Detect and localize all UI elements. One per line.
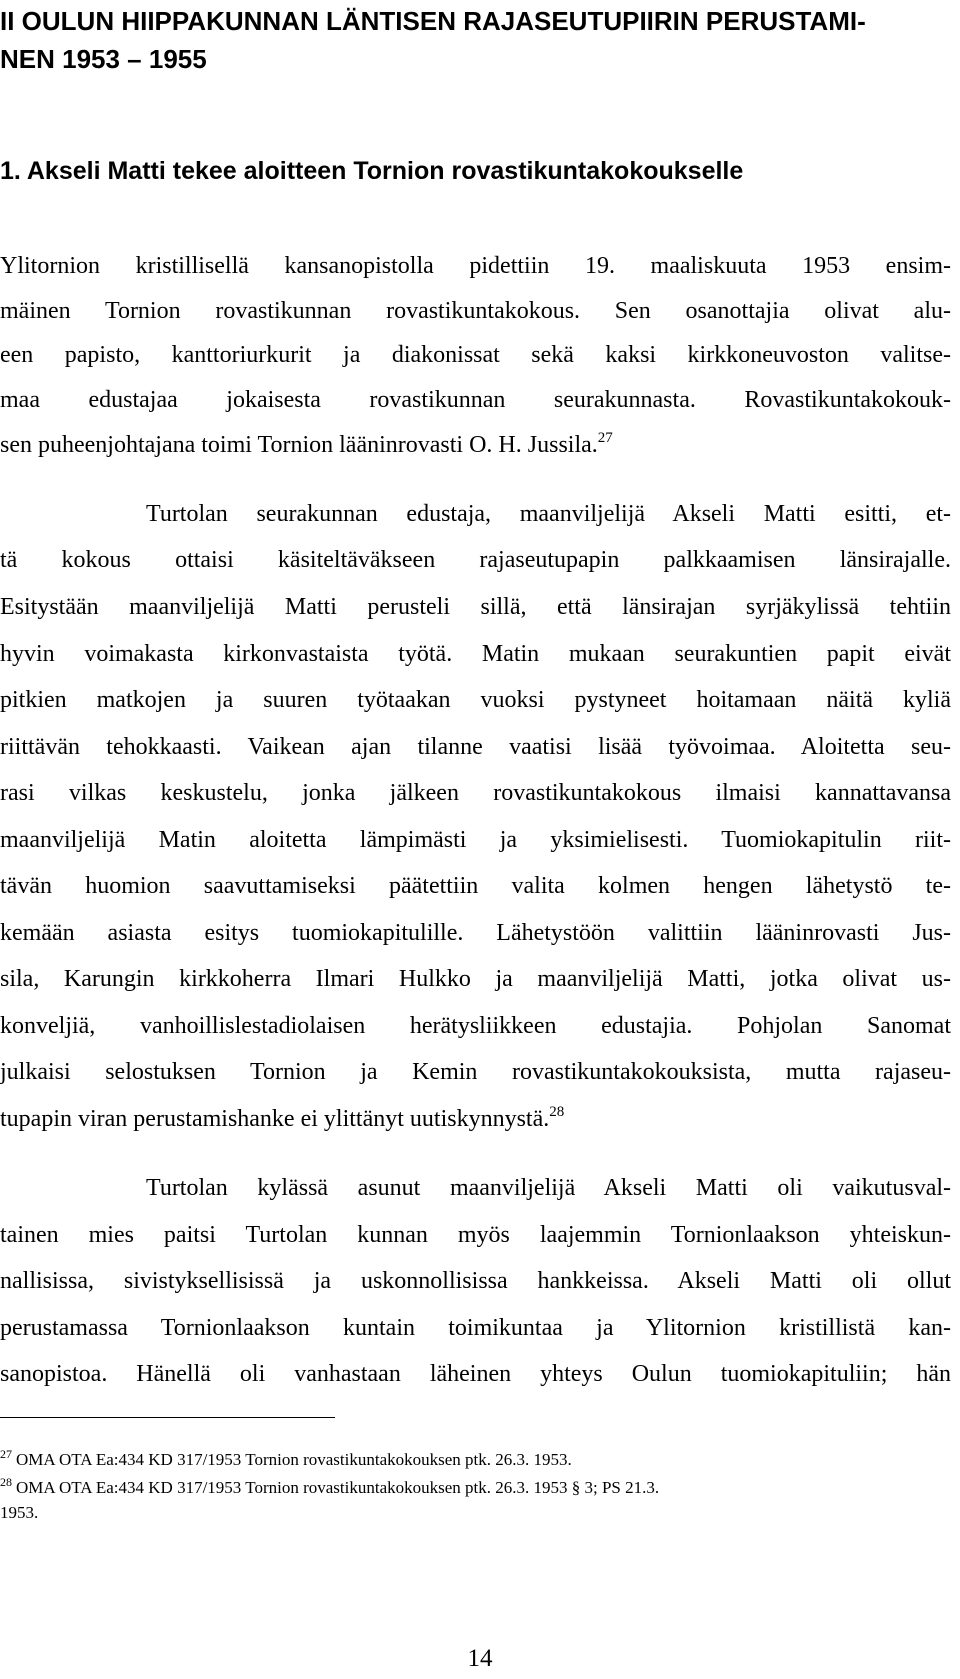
section-heading: 1. Akseli Matti tekee aloitteen Tornion rovastikuntakokoukselle <box>0 157 744 185</box>
paragraph-line-last <box>0 1105 951 1133</box>
paragraph-line: kemään asiasta esitys tuomiokapitulille. Lähetystöön valittiin lääninrovasti Jus- <box>0 920 951 946</box>
paragraph-line: Ylitornion kristillisellä kansanopistolla pidettiin 19. maaliskuuta 1953 ensim- <box>0 253 951 279</box>
footnote-text: OMA OTA Ea:434 KD 317/1953 Tornion rovastikuntakokouksen ptk. 26.3. 1953. <box>16 1450 572 1469</box>
paragraph-line: rasi vilkas keskustelu, jonka jälkeen rovastikuntakokous ilmaisi kannattavansa <box>0 780 951 806</box>
paragraph-line: pitkien matkojen ja suuren työtaakan vuoksi pystyneet hoitamaan näitä kyliä <box>0 687 951 713</box>
paragraph-line: nallisissa, sivistyksellisissä ja uskonnollisissa hankkeissa. Akseli Matti oli ollut <box>0 1268 951 1294</box>
paragraph-line: maa edustajaa jokaisesta rovastikunnan seurakunnasta. Rovastikuntakokouk- <box>0 387 951 413</box>
footnote-separator <box>0 1417 335 1418</box>
footnote-27 <box>0 1447 951 1470</box>
paragraph-line: perustamassa Tornionlaakson kuntain toimikuntaa ja Ylitornion kristillistä kan- <box>0 1315 951 1341</box>
paragraph-line: julkaisi selostuksen Tornion ja Kemin rovastikuntakokouksista, mutta rajaseu- <box>0 1059 951 1085</box>
paragraph-line-last <box>0 431 951 459</box>
footnote-28 <box>0 1475 951 1498</box>
paragraph-line: tävän huomion saavuttamiseksi päätettiin valita kolmen hengen lähetystö te- <box>0 873 951 899</box>
footnote-28-continuation: 1953. <box>0 1503 39 1522</box>
chapter-heading-line-1: II OULUN HIIPPAKUNNAN LÄNTISEN RAJASEUTUPIIRIN PERUSTAMI- <box>0 6 866 36</box>
paragraph-text: tupapin viran perustamishanke ei ylittänyt uutiskynnystä. <box>0 1106 550 1132</box>
footnote-reference[interactable]: 27 <box>597 430 613 446</box>
footnote-reference[interactable]: 28 <box>549 1104 565 1120</box>
paragraph-line: een papisto, kanttoriurkurit ja diakonissat sekä kaksi kirkkoneuvoston valitse- <box>0 342 951 368</box>
paragraph-line: Esitystään maanviljelijä Matti perusteli sillä, että länsirajan syrjäkylissä tehtiin <box>0 594 951 620</box>
paragraph-line: tainen mies paitsi Turtolan kunnan myös laajemmin Tornionlaakson yhteiskun- <box>0 1222 951 1248</box>
chapter-heading <box>0 2 950 78</box>
paragraph-text: sen puheenjohtajana toimi Tornion lääninrovasti O. H. Jussila. <box>0 432 598 458</box>
paragraph-line: tä kokous ottaisi käsiteltäväkseen rajaseutupapin palkkaamisen länsirajalle. <box>0 547 951 573</box>
footnote-number: 27 <box>0 1447 12 1461</box>
paragraph-line: hyvin voimakasta kirkonvastaista työtä. Matin mukaan seurakuntien papit eivät <box>0 641 951 667</box>
chapter-heading-line-2: NEN 1953 – 1955 <box>0 44 207 74</box>
paragraph-line: maanviljelijä Matin aloitetta lämpimästi ja yksimielisesti. Tuomiokapitulin riit- <box>0 827 951 853</box>
paragraph-line: sila, Karungin kirkkoherra Ilmari Hulkko ja maanviljelijä Matti, jotka olivat us- <box>0 966 951 992</box>
paragraph-line: konveljiä, vanhoillislestadiolaisen herätysliikkeen edustajia. Pohjolan Sanomat <box>0 1013 951 1039</box>
paragraph-line: riittävän tehokkaasti. Vaikean ajan tilanne vaatisi lisää työvoimaa. Aloitetta seu- <box>0 734 951 760</box>
footnote-number: 28 <box>0 1475 12 1489</box>
paragraph-line-indented: Turtolan seurakunnan edustaja, maanviljelijä Akseli Matti esitti, et- <box>146 501 951 527</box>
paragraph-line: sanopistoa. Hänellä oli vanhastaan läheinen yhteys Oulun tuomiokapituliin; hän <box>0 1361 951 1387</box>
paragraph-line-indented: Turtolan kylässä asunut maanviljelijä Akseli Matti oli vaikutusval- <box>146 1175 951 1201</box>
paragraph-line: mäinen Tornion rovastikunnan rovastikuntakokous. Sen osanottajia olivat alu- <box>0 298 951 324</box>
page-number: 14 <box>467 1645 493 1672</box>
footnote-text: OMA OTA Ea:434 KD 317/1953 Tornion rovastikuntakokouksen ptk. 26.3. 1953 § 3; PS 21.3. <box>16 1478 660 1497</box>
